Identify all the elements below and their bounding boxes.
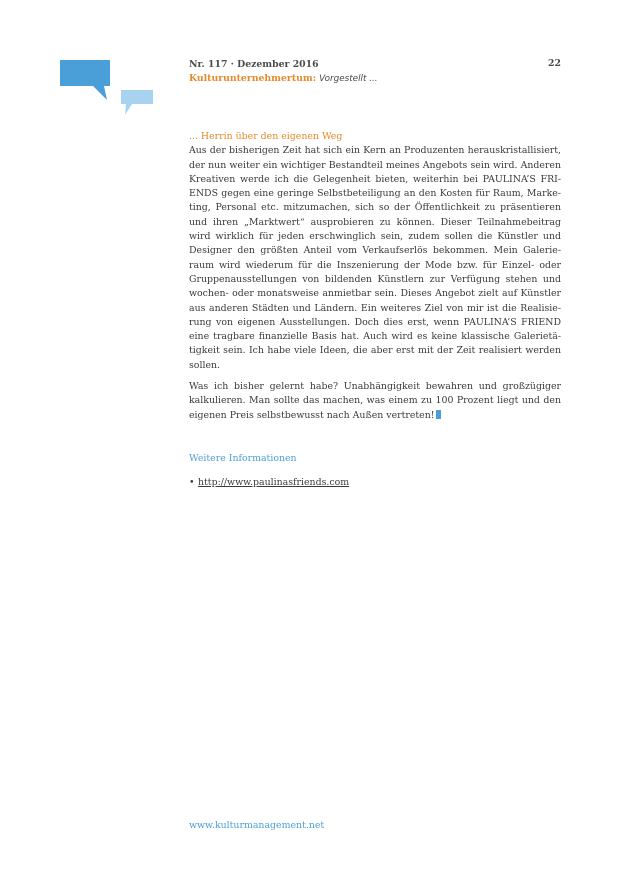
speech-bubbles-logo [60,60,155,120]
further-info-title: Weitere Informationen [189,453,297,464]
section-name: Kulturunternehmertum: [189,73,317,84]
end-of-article-icon [436,410,441,419]
paragraph: Aus der bisherigen Zeit hat sich ein Kern an Produzenten herauskristallisiert, der nun weiter ein wichtiger Bestandteil meines Angebots sein wird. Anderen Kreativen werde ich die Gelegenheit bieten, weiterhin bei PAULINA’S FRIENDS gegen eine geringe Selbstbeteiligung an den Kosten für Raum, Marketing, Personal etc. mitzumachen, sich so der Öffentlichkeit zu präsentieren und ihren „Marktwert“ ausprobieren zu können. Dieser Teilnahmebeitrag wird wirklich für jeden erschwinglich sein, zudem sollen die Künstler und Designer den größten Anteil vom Verkaufserlös bekommen. Mein Galerieraum wird wiederum für die Inszenierung der Mode bzw. für Einzel- oder Gruppenausstellungen von bildenden Künstlern zur Verfügung stehen und wochen- oder monatsweise anmietbar sein. Dieses Angebot zielt auf Künstler aus anderen Städten und Ländern. Ein weiteres Ziel von mir ist die Realisierung von eigenen Ausstellungen. Doch dies erst, wenn PAULINA’S FRIEND eine tragbare finanzielle Basis hat. Auch wird es keine klassische Galerietätigkeit sein. Ich habe viele Ideen, die aber erst mit der Zeit realisiert werden sollen. [189,145,561,371]
paragraph-last [189,380,561,423]
paragraph-text: Was ich bisher gelernt habe? Unabhängigkeit bewahren und großzügiger kalkulieren. Man sollte das machen, was einem zu 100 Prozent liegt und den eigenen Preis selbstbewusst nach Außen vertreten! [189,381,561,421]
page-number: 22 [548,58,561,69]
page-header [189,58,561,86]
website-link[interactable]: http://www.paulinasfriends.com [198,477,350,488]
article-body [189,130,561,423]
section-line [189,72,561,86]
article-subheading: ... Herrin über den eigenen Weg [189,131,343,142]
footer-url[interactable]: www.kulturmanagement.net [189,820,325,831]
further-info-section [189,452,561,490]
issue-info: Nr. 117 · Dezember 2016 [189,59,319,70]
bullet-icon: • [189,477,195,488]
section-subtitle: Vorgestellt ... [319,74,378,84]
list-item [189,476,561,490]
link-list [189,476,561,490]
speech-bubble-small-icon [121,90,153,115]
speech-bubble-large-icon [60,60,110,100]
